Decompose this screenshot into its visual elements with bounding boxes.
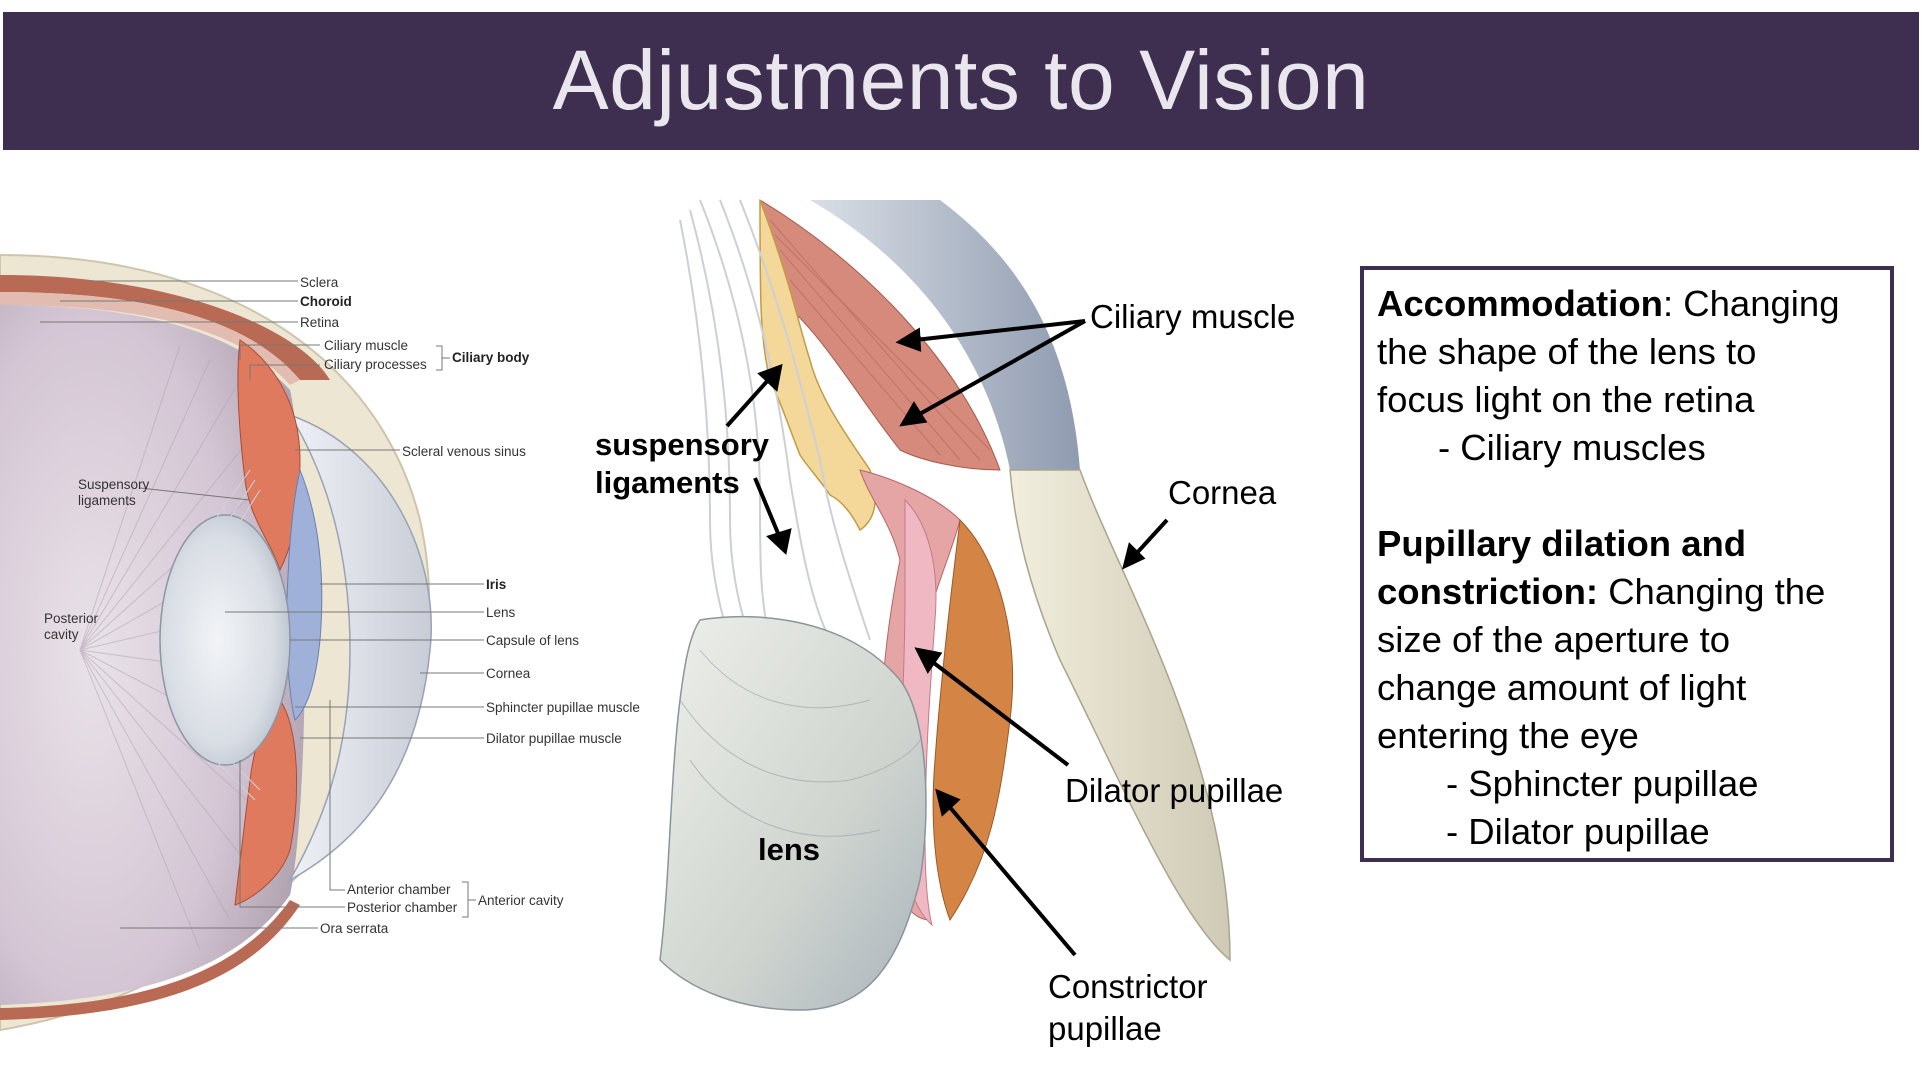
pupillary-item-sphincter: - Sphincter pupillae bbox=[1446, 763, 1759, 804]
label-sclera: Sclera bbox=[300, 275, 339, 290]
accommodation-item: - Ciliary muscles bbox=[1438, 427, 1706, 468]
label-capsule-of-lens: Capsule of lens bbox=[486, 633, 580, 648]
label-constrictor-line1: Constrictor bbox=[1048, 968, 1208, 1005]
label-ciliary-muscle-small: Ciliary muscle bbox=[324, 338, 409, 353]
pupillary-line5: entering the eye bbox=[1377, 715, 1639, 756]
iris-detail bbox=[933, 520, 1012, 920]
label-ciliary-processes: Ciliary processes bbox=[324, 357, 427, 372]
label-suspensory-ligaments-line2: ligaments bbox=[595, 465, 740, 500]
label-ciliary-muscle: Ciliary muscle bbox=[1090, 298, 1296, 335]
slide-title: Adjustments to Vision bbox=[552, 32, 1370, 127]
definition-box bbox=[1360, 266, 1894, 862]
label-posterior-cavity-line1: Posterior bbox=[44, 611, 99, 626]
eye-cross-section-diagram bbox=[0, 240, 660, 1040]
label-iris: Iris bbox=[486, 577, 507, 592]
pupillary-term-line1: Pupillary dilation and bbox=[1377, 523, 1747, 564]
accommodation-term: Accommodation bbox=[1377, 283, 1663, 324]
label-lens-center: lens bbox=[758, 832, 821, 867]
label-sphincter-pupillae-muscle: Sphincter pupillae muscle bbox=[486, 700, 640, 715]
accommodation-line3: focus light on the retina bbox=[1377, 379, 1755, 420]
label-choroid: Choroid bbox=[300, 294, 352, 309]
label-constrictor-line2: pupillae bbox=[1048, 1010, 1162, 1047]
label-retina: Retina bbox=[300, 315, 340, 330]
label-cornea-small: Cornea bbox=[486, 666, 531, 681]
label-scleral-venous-sinus: Scleral venous sinus bbox=[402, 444, 526, 459]
label-anterior-cavity: Anterior cavity bbox=[478, 893, 564, 908]
accommodation-line1: Accommodation: Changing bbox=[1377, 283, 1840, 324]
pupillary-term-line2: constriction: bbox=[1377, 571, 1599, 612]
label-suspensory-line1: Suspensory bbox=[78, 477, 150, 492]
pupillary-line3: size of the aperture to bbox=[1377, 619, 1731, 660]
label-cornea: Cornea bbox=[1168, 474, 1277, 511]
pupillary-item-dilator: - Dilator pupillae bbox=[1446, 811, 1710, 852]
label-posterior-chamber: Posterior chamber bbox=[347, 900, 458, 915]
spacer bbox=[1377, 472, 1880, 520]
label-suspensory-ligaments-line1: suspensory bbox=[595, 427, 770, 462]
pupillary-line2: constriction: Changing the bbox=[1377, 571, 1826, 612]
label-anterior-chamber: Anterior chamber bbox=[347, 882, 451, 897]
label-posterior-cavity-line2: cavity bbox=[44, 627, 79, 642]
accommodation-line2: the shape of the lens to bbox=[1377, 331, 1757, 372]
ciliary-detail-diagram bbox=[580, 190, 1360, 1060]
lens-detail bbox=[660, 617, 926, 1010]
label-ciliary-body: Ciliary body bbox=[452, 350, 530, 365]
label-dilator-pupillae: Dilator pupillae bbox=[1065, 772, 1284, 809]
cornea-detail bbox=[1010, 470, 1230, 960]
label-ora-serrata: Ora serrata bbox=[320, 921, 389, 936]
pupillary-line4: change amount of light bbox=[1377, 667, 1747, 708]
title-bar bbox=[3, 12, 1919, 150]
label-lens-small: Lens bbox=[486, 605, 516, 620]
pupillary-line1 bbox=[1377, 520, 1880, 568]
label-suspensory-line2: ligaments bbox=[78, 493, 136, 508]
label-dilator-pupillae-muscle: Dilator pupillae muscle bbox=[486, 731, 622, 746]
lens-shape bbox=[160, 515, 290, 765]
